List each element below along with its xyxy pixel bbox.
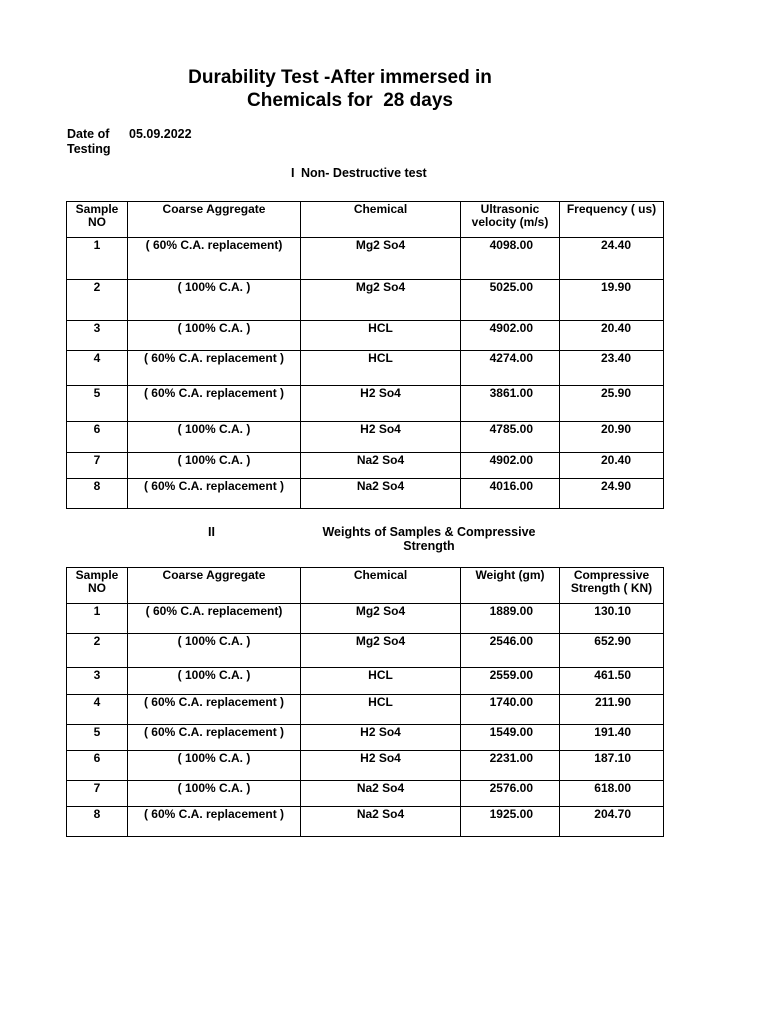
chemical-cell: HCL (301, 695, 461, 725)
sample-no-cell: 3 (67, 321, 128, 351)
table-row (67, 386, 664, 422)
sample-no-cell: 1 (67, 604, 128, 634)
column-header-chemical: Chemical (301, 202, 461, 238)
coarse-aggregate-cell: ( 60% C.A. replacement ) (128, 807, 301, 837)
chemical-cell: Na2 So4 (301, 781, 461, 807)
coarse-aggregate-cell: ( 100% C.A. ) (128, 422, 301, 453)
coarse-aggregate-cell: ( 60% C.A. replacement ) (128, 479, 301, 509)
column-header-coarse-aggregate: Coarse Aggregate (128, 568, 301, 604)
coarse-aggregate-cell: ( 100% C.A. ) (128, 781, 301, 807)
coarse-aggregate-cell: ( 60% C.A. replacement ) (128, 351, 301, 386)
ultrasonic-velocity-cell: 4016.00 (461, 479, 560, 509)
table-row (67, 695, 664, 725)
sample-no-cell: 4 (67, 351, 128, 386)
chemical-cell: Mg2 So4 (301, 238, 461, 280)
weight-cell: 1889.00 (461, 604, 560, 634)
title-line-2: Chemicals for 28 days (247, 90, 453, 111)
column-header-coarse-aggregate: Coarse Aggregate (128, 202, 301, 238)
sample-no-cell: 8 (67, 807, 128, 837)
weight-cell: 2576.00 (461, 781, 560, 807)
table-row (67, 668, 664, 695)
table-row (67, 634, 664, 668)
sample-no-cell: 7 (67, 453, 128, 479)
frequency-cell: 20.90 (560, 422, 664, 453)
coarse-aggregate-cell: ( 60% C.A. replacement ) (128, 386, 301, 422)
frequency-cell: 23.40 (560, 351, 664, 386)
chemical-cell: H2 So4 (301, 725, 461, 751)
date-of-testing-value: 05.09.2022 (129, 127, 192, 141)
date-of-testing-label: Date of Testing (67, 127, 111, 156)
table-row (67, 453, 664, 479)
compressive-strength-cell: 652.90 (560, 634, 664, 668)
coarse-aggregate-cell: ( 60% C.A. replacement ) (128, 725, 301, 751)
chemical-cell: Na2 So4 (301, 807, 461, 837)
compressive-strength-cell: 130.10 (560, 604, 664, 634)
frequency-cell: 20.40 (560, 321, 664, 351)
sample-no-cell: 8 (67, 479, 128, 509)
chemical-cell: Na2 So4 (301, 453, 461, 479)
weights-compressive-strength-table (66, 567, 664, 837)
column-header-ultrasonic-velocity: Ultrasonic velocity (m/s) (461, 202, 560, 238)
frequency-cell: 24.90 (560, 479, 664, 509)
table-row (67, 280, 664, 321)
ultrasonic-velocity-cell: 4785.00 (461, 422, 560, 453)
column-header-frequency: Frequency ( us) (560, 202, 664, 238)
frequency-cell: 19.90 (560, 280, 664, 321)
weight-cell: 1740.00 (461, 695, 560, 725)
sample-no-cell: 2 (67, 280, 128, 321)
compressive-strength-cell: 461.50 (560, 668, 664, 695)
chemical-cell: H2 So4 (301, 751, 461, 781)
section-2-numeral: II (208, 525, 215, 539)
sample-no-cell: 6 (67, 422, 128, 453)
coarse-aggregate-cell: ( 60% C.A. replacement) (128, 238, 301, 280)
table-row (67, 238, 664, 280)
frequency-cell: 25.90 (560, 386, 664, 422)
weight-cell: 1925.00 (461, 807, 560, 837)
coarse-aggregate-cell: ( 60% C.A. replacement) (128, 604, 301, 634)
sample-no-cell: 5 (67, 386, 128, 422)
chemical-cell: Mg2 So4 (301, 604, 461, 634)
compressive-strength-cell: 187.10 (560, 751, 664, 781)
coarse-aggregate-cell: ( 100% C.A. ) (128, 321, 301, 351)
column-header-compressive-strength: Compressive Strength ( KN) (560, 568, 664, 604)
table-row (67, 479, 664, 509)
section-1-title: Non- Destructive test (301, 166, 427, 180)
sample-no-cell: 5 (67, 725, 128, 751)
sample-no-cell: 4 (67, 695, 128, 725)
coarse-aggregate-cell: ( 100% C.A. ) (128, 668, 301, 695)
non-destructive-test-table (66, 201, 664, 509)
chemical-cell: H2 So4 (301, 422, 461, 453)
compressive-strength-cell: 191.40 (560, 725, 664, 751)
weight-cell: 2231.00 (461, 751, 560, 781)
ultrasonic-velocity-cell: 4098.00 (461, 238, 560, 280)
table-row (67, 351, 664, 386)
table-row (67, 751, 664, 781)
document-title (160, 66, 520, 112)
weight-cell: 1549.00 (461, 725, 560, 751)
compressive-strength-cell: 618.00 (560, 781, 664, 807)
chemical-cell: HCL (301, 321, 461, 351)
table-row (67, 321, 664, 351)
chemical-cell: HCL (301, 668, 461, 695)
ultrasonic-velocity-cell: 4274.00 (461, 351, 560, 386)
frequency-cell: 20.40 (560, 453, 664, 479)
sample-no-cell: 1 (67, 238, 128, 280)
coarse-aggregate-cell: ( 100% C.A. ) (128, 634, 301, 668)
column-header-sample-no: Sample NO (67, 568, 128, 604)
ultrasonic-velocity-cell: 4902.00 (461, 321, 560, 351)
coarse-aggregate-cell: ( 100% C.A. ) (128, 751, 301, 781)
chemical-cell: Na2 So4 (301, 479, 461, 509)
column-header-weight: Weight (gm) (461, 568, 560, 604)
sample-no-cell: 2 (67, 634, 128, 668)
chemical-cell: H2 So4 (301, 386, 461, 422)
coarse-aggregate-cell: ( 60% C.A. replacement ) (128, 695, 301, 725)
chemical-cell: Mg2 So4 (301, 634, 461, 668)
compressive-strength-cell: 204.70 (560, 807, 664, 837)
table-row (67, 781, 664, 807)
ultrasonic-velocity-cell: 4902.00 (461, 453, 560, 479)
table-header-row (67, 568, 664, 604)
chemical-cell: HCL (301, 351, 461, 386)
weight-cell: 2559.00 (461, 668, 560, 695)
column-header-chemical: Chemical (301, 568, 461, 604)
ultrasonic-velocity-cell: 5025.00 (461, 280, 560, 321)
section-1-numeral: I (291, 166, 295, 180)
section-2-title: Weights of Samples & Compressive Strength (322, 525, 536, 553)
table-row (67, 725, 664, 751)
compressive-strength-cell: 211.90 (560, 695, 664, 725)
table-row (67, 807, 664, 837)
table-header-row (67, 202, 664, 238)
weight-cell: 2546.00 (461, 634, 560, 668)
ultrasonic-velocity-cell: 3861.00 (461, 386, 560, 422)
chemical-cell: Mg2 So4 (301, 280, 461, 321)
table-row (67, 604, 664, 634)
table-row (67, 422, 664, 453)
frequency-cell: 24.40 (560, 238, 664, 280)
column-header-sample-no: Sample NO (67, 202, 128, 238)
coarse-aggregate-cell: ( 100% C.A. ) (128, 453, 301, 479)
sample-no-cell: 7 (67, 781, 128, 807)
sample-no-cell: 6 (67, 751, 128, 781)
coarse-aggregate-cell: ( 100% C.A. ) (128, 280, 301, 321)
title-line-1: Durability Test -After immersed in (188, 67, 492, 88)
sample-no-cell: 3 (67, 668, 128, 695)
